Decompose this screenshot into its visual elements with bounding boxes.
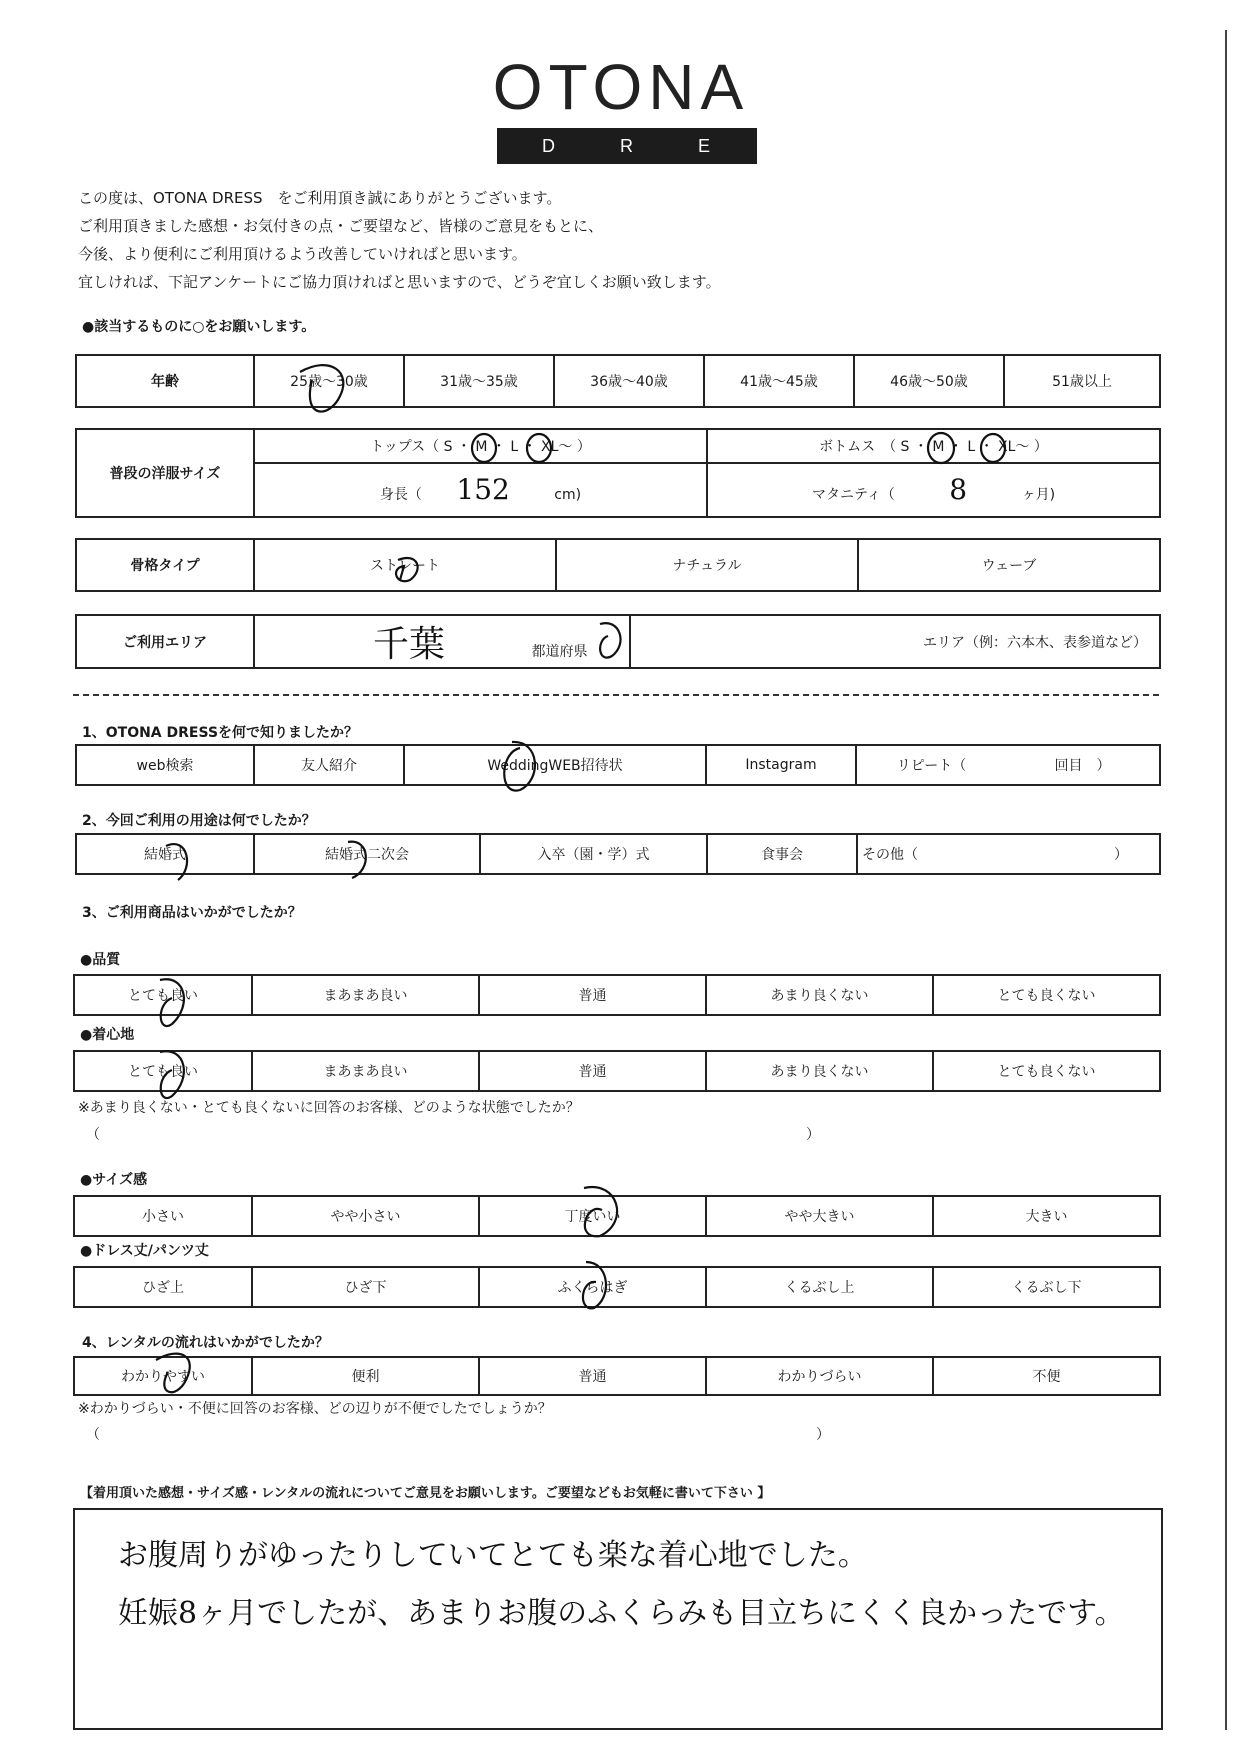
length-label: ●ドレス丈/パンツ丈 (80, 1243, 209, 1259)
comfort-table (73, 1050, 1161, 1092)
length-option[interactable]: ひざ下 (252, 1267, 479, 1307)
height-label: 身長（ (379, 487, 422, 504)
age-option[interactable]: 46歳～50歳 (854, 355, 1004, 407)
maternity-field[interactable] (707, 463, 1160, 517)
q4-title: 4、レンタルの流れはいかがでしたか？ (82, 1335, 329, 1351)
q1-option[interactable]: web検索 (76, 745, 254, 785)
instruction: ●該当するものに○をお願いします。 (82, 319, 316, 335)
q1-option[interactable]: 回目 ） (1006, 745, 1160, 785)
age-option[interactable]: 41歳～45歳 (704, 355, 854, 407)
frame-option[interactable]: ウェーブ (858, 539, 1160, 591)
age-table (75, 354, 1161, 408)
age-option[interactable]: 31歳～35歳 (404, 355, 554, 407)
height-unit: cm) (554, 487, 582, 504)
q2-option[interactable]: 入卒（園・学）式 (480, 834, 707, 874)
maternity-label: マタニティ（ (811, 487, 895, 504)
age-option[interactable]: 25歳～30歳 (254, 355, 404, 407)
area-table (75, 614, 1161, 669)
length-option[interactable]: ひざ上 (74, 1267, 252, 1307)
q4-note: ※わかりづらい・不便に回答のお客様、どの辺りが不便でしたでしょうか？ (78, 1401, 552, 1417)
comfort-option[interactable]: あまり良くない (706, 1051, 933, 1091)
quality-label: ●品質 (80, 952, 121, 968)
q4-note-paren-open: （ (86, 1427, 100, 1443)
q4-option[interactable]: 普通 (479, 1357, 706, 1395)
intro-text (78, 184, 721, 296)
q4-option[interactable]: 便利 (252, 1357, 479, 1395)
prefecture-value: 千葉 (373, 624, 446, 665)
q1-option[interactable]: WeddingWEB招待状 (404, 745, 706, 785)
intro-line: ご利用頂きました感想・お気付きの点・ご要望など、皆様のご意見をもとに、 (78, 217, 604, 235)
q1-option[interactable]: リピート（ (856, 745, 1006, 785)
age-option[interactable]: 36歳～40歳 (554, 355, 704, 407)
quality-option[interactable]: とても良い (74, 975, 252, 1015)
comfort-option[interactable]: まあまあ良い (252, 1051, 479, 1091)
fit-option[interactable]: 小さい (74, 1196, 252, 1236)
q2-title: 2、今回ご利用の用途は何でしたか？ (82, 813, 316, 829)
fit-option[interactable]: 大きい (933, 1196, 1160, 1236)
q4-option[interactable]: 不便 (933, 1357, 1160, 1395)
q2-option[interactable]: その他（ ） (857, 834, 1160, 874)
brand-logo: OTONA (492, 51, 750, 123)
intro-line: この度は、OTONA DRESS をご利用頂き誠にありがとうございます。 (78, 189, 562, 207)
quality-option[interactable]: まあまあ良い (252, 975, 479, 1015)
q1-option[interactable]: Instagram (706, 745, 856, 785)
q2-option[interactable]: 結婚式 (76, 834, 254, 874)
q4-note-paren-close: ） (816, 1427, 830, 1443)
length-option[interactable]: くるぶし上 (706, 1267, 933, 1307)
q1-title: 1、OTONA DRESSを何で知りましたか？ (82, 725, 359, 741)
comfort-note-paren-close: ） (806, 1127, 820, 1143)
fit-label: ●サイズ感 (80, 1172, 148, 1188)
length-option[interactable]: ふくらはぎ (479, 1267, 706, 1307)
fit-table (73, 1195, 1161, 1237)
prefecture-field[interactable] (254, 615, 630, 668)
length-option[interactable]: くるぶし下 (933, 1267, 1160, 1307)
quality-table (73, 974, 1161, 1016)
size-table (75, 428, 1161, 518)
comment-line: お腹周りがゆったりしていてとても楽な着心地でした。 (118, 1538, 868, 1573)
quality-option[interactable]: 普通 (479, 975, 706, 1015)
q4-option[interactable]: わかりづらい (706, 1357, 933, 1395)
quality-option[interactable]: あまり良くない (706, 975, 933, 1015)
comment-title: 【着用頂いた感想・サイズ感・レンタルの流れについてご意見をお願いします。ご要望などもお気軽に書いて下さい 】 (80, 1486, 771, 1501)
bottoms-size-options[interactable]: ボトムス （ S ・ M ・ L ・ XL～ ） (707, 429, 1160, 463)
maternity-unit: ヶ月) (1021, 487, 1056, 504)
q3-title: 3、ご利用商品はいかがでしたか？ (82, 905, 302, 921)
length-table (73, 1266, 1161, 1308)
q2-option[interactable]: 食事会 (707, 834, 857, 874)
comfort-option[interactable]: とても良い (74, 1051, 252, 1091)
intro-line: 宜しければ、下記アンケートにご協力頂ければと思いますので、どうぞ宜しくお願い致します。 (78, 273, 721, 291)
frame-option[interactable]: ナチュラル (556, 539, 858, 591)
fit-option[interactable]: 丁度いい (479, 1196, 706, 1236)
intro-line: 今後、より便利にご利用頂けるよう改善していければと思います。 (78, 245, 527, 263)
quality-option[interactable]: とても良くない (933, 975, 1160, 1015)
age-label: 年齢 (76, 355, 254, 407)
brand-sub-bar: D R E S S (497, 128, 757, 164)
height-value: 152 (456, 473, 510, 507)
section-divider (73, 694, 1159, 696)
q2-table (75, 833, 1161, 875)
frame-option[interactable]: ストレート (254, 539, 556, 591)
fit-option[interactable]: やや小さい (252, 1196, 479, 1236)
area-label: ご利用エリア (76, 615, 254, 668)
q1-table (75, 744, 1161, 786)
comfort-note-paren-open: （ (86, 1127, 100, 1143)
comment-line: 妊娠8ヶ月でしたが、あまりお腹のふくらみも目立ちにくく良かったです。 (118, 1596, 1125, 1631)
comfort-option[interactable]: 普通 (479, 1051, 706, 1091)
age-option[interactable]: 51歳以上 (1004, 355, 1160, 407)
frame-label: 骨格タイプ (76, 539, 254, 591)
size-label: 普段の洋服サイズ (76, 429, 254, 517)
height-field[interactable] (254, 463, 707, 517)
tops-size-options[interactable]: トップス（ S ・ M ・ L ・ XL～ ） (254, 429, 707, 463)
q2-option[interactable]: 結婚式二次会 (254, 834, 480, 874)
frame-table (75, 538, 1161, 592)
comfort-note: ※あまり良くない・とても良くないに回答のお客様、どのような状態でしたか？ (78, 1100, 580, 1116)
fit-option[interactable]: やや大きい (706, 1196, 933, 1236)
maternity-value: 8 (949, 473, 968, 507)
q4-option[interactable]: わかりやすい (74, 1357, 252, 1395)
prefecture-suffix: 都道府県 (531, 644, 588, 660)
comfort-option[interactable]: とても良くない (933, 1051, 1160, 1091)
comfort-label: ●着心地 (80, 1027, 135, 1043)
q4-table (73, 1356, 1161, 1396)
area-field[interactable] (630, 615, 1160, 668)
page-edge-line (1225, 30, 1227, 1730)
q1-option[interactable]: 友人紹介 (254, 745, 404, 785)
area-hint: エリア（例：六本木、表参道など） (923, 634, 1147, 651)
